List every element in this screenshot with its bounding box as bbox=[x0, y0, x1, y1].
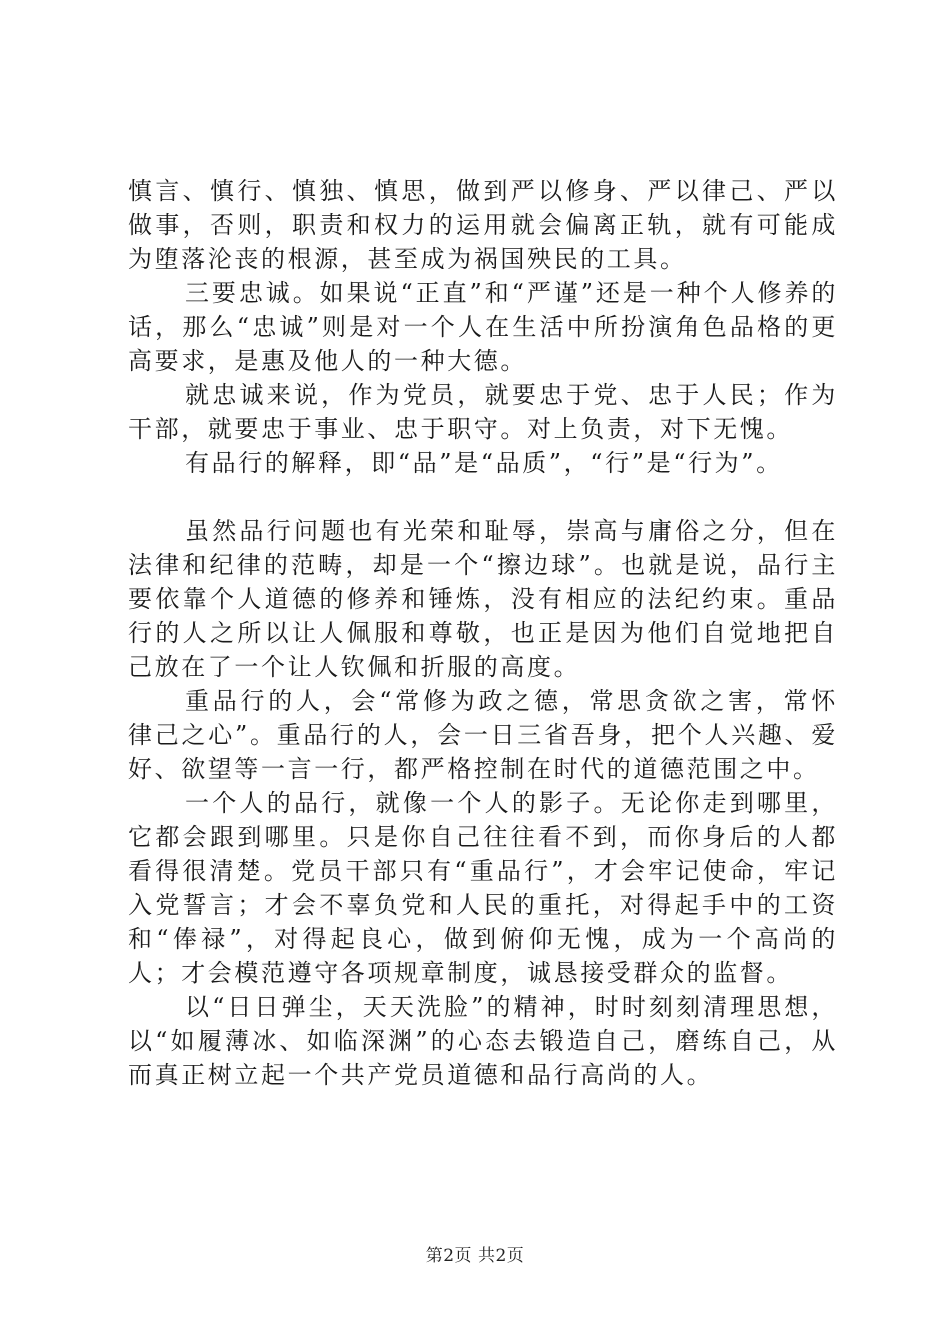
paragraph-6: 重品行的人，会“常修为政之德，常思贪欲之害，常怀律己之心”。重品行的人，会一日三省吾身，把个人兴趣、爱好、欲望等一言一行，都严格控制在时代的道德范围之中。 bbox=[128, 687, 838, 783]
paragraph-7: 一个人的品行，就像一个人的影子。无论你走到哪里，它都会跟到哪里。只是你自己往往看不到，而你身后的人都看得很清楚。党员干部只有“重品行”，才会牢记使命，牢记入党誓言；才会不辜负党和人民的重托，对得起手中的工资和“俸禄”，对得起良心，做到俯仰无愧，成为一个高尚的人；才会模范遵守各项规章制度，诚恳接受群众的监督。 bbox=[128, 789, 838, 987]
paragraph-4: 有品行的解释，即“品”是“品质”，“行”是“行为”。 bbox=[185, 449, 783, 477]
document-body bbox=[128, 174, 838, 1092]
page-number-footer: 第2页 共2页 bbox=[425, 1246, 525, 1266]
paragraph-3: 就忠诚来说，作为党员，就要忠于党、忠于人民；作为干部，就要忠于事业、忠于职守。对上负责，对下无愧。 bbox=[128, 381, 838, 443]
paragraph-5: 虽然品行问题也有光荣和耻辱，崇高与庸俗之分，但在法律和纪律的范畴，却是一个“擦边球”。也就是说，品行主要依靠个人道德的修养和锤炼，没有相应的法纪约束。重品行的人之所以让人佩服和尊敬，也正是因为他们自觉地把自己放在了一个让人钦佩和折服的高度。 bbox=[128, 517, 838, 681]
paragraph-8: 以“日日弹尘，天天洗脸”的精神，时时刻刻清理思想，以“如履薄冰、如临深渊”的心态去锻造自己，磨练自己，从而真正树立起一个共产党员道德和品行高尚的人。 bbox=[128, 993, 838, 1089]
paragraph-2: 三要忠诚。如果说“正直”和“严谨”还是一种个人修养的话，那么“忠诚”则是对一个人在生活中所扮演角色品格的更高要求，是惠及他人的一种大德。 bbox=[128, 279, 838, 375]
paragraph-1: 慎言、慎行、慎独、慎思，做到严以修身、严以律己、严以做事，否则，职责和权力的运用就会偏离正轨，就有可能成为堕落沦丧的根源，甚至成为祸国殃民的工具。 bbox=[128, 177, 838, 273]
